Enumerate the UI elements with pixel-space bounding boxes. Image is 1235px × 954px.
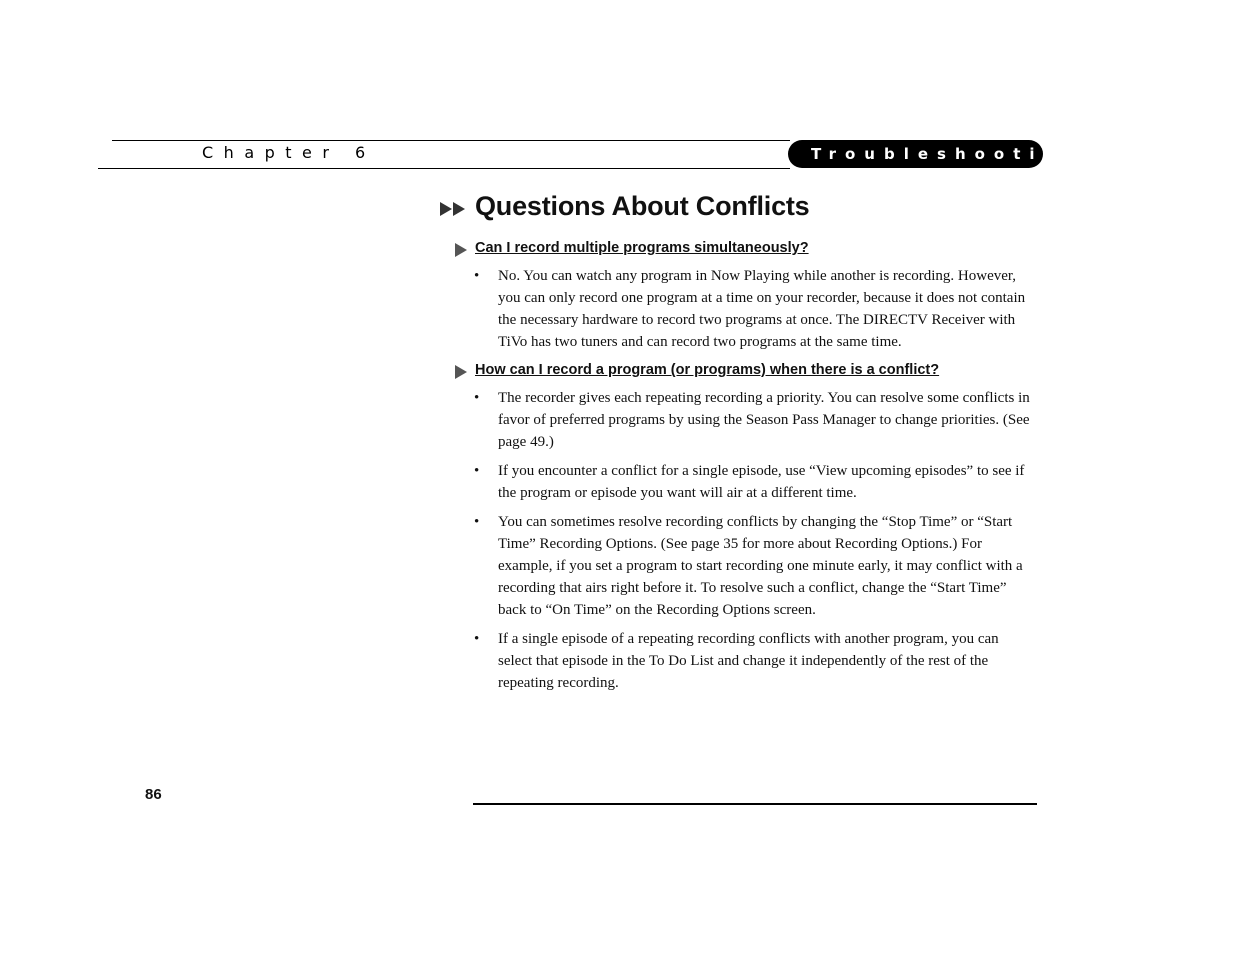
bullet-icon: • [474, 514, 480, 530]
list-item [474, 628, 1036, 694]
list-item [474, 265, 1036, 353]
list-item [474, 511, 1036, 621]
triangle-right-icon [455, 243, 467, 257]
answer-list [474, 387, 1036, 701]
list-item [474, 387, 1036, 453]
answer-text: The recorder gives each repeating recording a priority. You can resolve some conflicts in favor of preferred programs by using the Season Pass Manager to change priorities. (See page 49.) [498, 390, 1030, 450]
answer-text: You can sometimes resolve recording conflicts by changing the “Stop Time” or “Start Time” Recording Options. (See page 35 for more about Recording Options.) For example, if you set a program to start recording one minute early, it may conflict with a recording that airs right before it. To resolve such a conflict, change the “Start Time” back to “On Time” on the Recording Options screen. [498, 514, 1023, 618]
header-rule-bottom [98, 168, 790, 169]
triangle-right-icon [455, 365, 467, 379]
footer-rule [473, 803, 1037, 805]
list-item [474, 460, 1036, 504]
question-heading: Can I record multiple programs simultaneously? [475, 240, 809, 256]
page-title: Questions About Conflicts [475, 191, 810, 221]
answer-text: No. You can watch any program in Now Playing while another is recording. However, you can only record one program at a time on your recorder, because it does not contain the necessary hardware to record two programs at once. The DIRECTV Receiver with TiVo has two tuners and can record two programs at the same time. [498, 268, 1026, 350]
chapter-label: Chapter 6 [202, 143, 376, 162]
answer-list [474, 265, 1036, 360]
double-arrow-right-icon [440, 200, 468, 218]
question-heading: How can I record a program (or programs) when there is a conflict? [475, 362, 940, 378]
section-tab-label: Troubleshooting [811, 145, 1083, 163]
section-tab [788, 140, 1083, 168]
bullet-icon: • [474, 631, 480, 647]
bullet-icon: • [474, 463, 480, 479]
bullet-icon: • [474, 390, 480, 406]
bullet-icon: • [474, 268, 480, 284]
page-number: 86 [145, 786, 162, 803]
answer-text: If you encounter a conflict for a single episode, use “View upcoming episodes” to see if the program or episode you want will air at a different time. [498, 463, 1025, 501]
header-rule-top [112, 140, 790, 141]
answer-text: If a single episode of a repeating recording conflicts with another program, you can select that episode in the To Do List and change it independently of the rest of the repeating recording. [498, 631, 999, 691]
